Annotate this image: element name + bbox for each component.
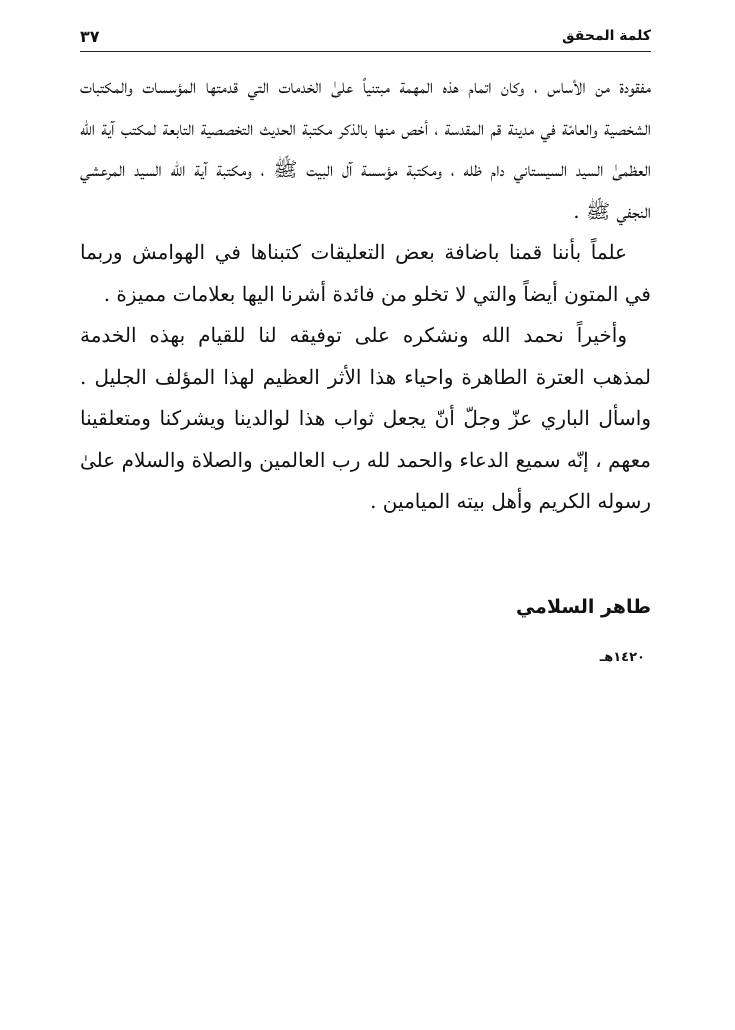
header-rule [80, 51, 651, 52]
body-text [80, 66, 651, 523]
running-title: كلمة المحقق [562, 28, 651, 44]
signature-date: ١٤٢٠هـ [599, 650, 645, 665]
signature-name: طاهر السلامي [515, 596, 651, 618]
paragraph-3: وأخيراً نحمد الله ونشكره على توفيقه لنا للقيام بهذه الخدمة لمذهب العترة الطاهرة واحياء هذا الأثر العظيم لهذا المؤلف الجليل . واسأل الباري عزّ وجلّ أنّ يجعل ثواب هذا لوالدينا ويشركنا ومتعلقينا معهم ، إنّه سميع الدعاء والحمد لله رب العالمين والصلاة والسلام علىٰ رسوله الكريم وأهل بيته الميامين . [80, 323, 651, 513]
page-number: ٣٧ [80, 26, 100, 46]
page-header [80, 22, 651, 50]
paragraph-2: علماً بأننا قمنا باضافة بعض التعليقات كتبناها في الهوامش وربما في المتون أيضاً والتي لا تخلو من فائدة أشرنا اليها بعلامات مميزة . [80, 240, 651, 306]
paragraph-1: مفقودة من الأساس ، وكان اتمام هذه المهمة مبتنياً علىٰ الخدمات التي قدمتها المؤسسات والمكتبات الشخصية والعامّة في مدينة قم المقدسة ، أخص منها بالذكر مكتبة الحديث التخصصية التابعة لمكتب آية الله العظمىٰ السيد السيستاني دام ظله ، ومكتبة مؤسسة آل البيت ﷺ ، ومكتبة آية الله السيد المرعشي النجفي ﷺ . [80, 74, 651, 223]
